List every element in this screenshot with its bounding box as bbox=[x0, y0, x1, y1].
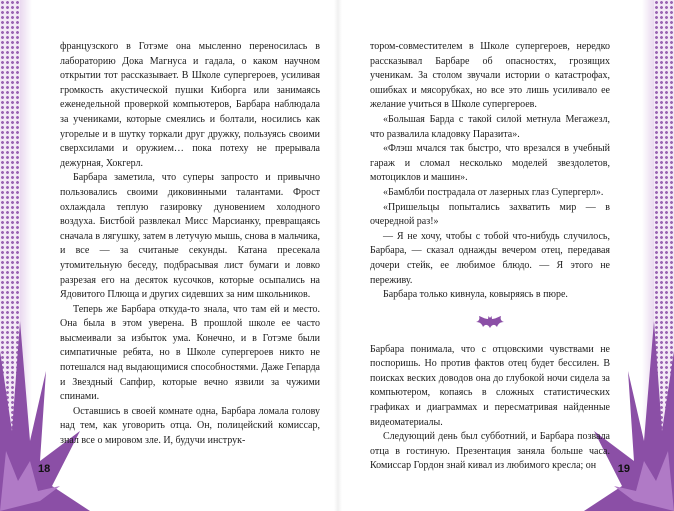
right-paragraph: «Пришельцы попытались захватить мир — в очередной раз!» bbox=[370, 201, 610, 228]
right-paragraph: Барбара только кивнула, ковыряясь в пюре. bbox=[383, 289, 568, 301]
right-paragraph: тором-совместителем в Школе супергероев, нередко рассказывал Барбаре об опасностях, грозящих ученикам. За столом звучали истории о катастрофах, ошибках и мясорубках, но все это лишь усиливало ее желание учиться в Школе супергероев. bbox=[370, 41, 610, 111]
left-paragraph: французского в Готэме она мысленно переносилась в лабораторию Дока Магнуса и гадала, о каком научном открытии тот рассказывает. В Школе супергероев, усиливая громкость акустической пушки Киборга или занимаясь еженедельной проверкой компьютеров, Барбара наблюдала за учениками, которые смеялись и болтали, носились как угорелые и в шутку торкали друг дружку, пользуясь своими сверхсилами и оружием… пока потеху не прерывала дежурная, Хокгерл. bbox=[60, 41, 320, 169]
right-paragraph: Барбара понимала, что с отцовскими чувствами не поспоришь. Но против фактов отец будет бессилен. В поисках веских доводов она до глубокой ночи сидела за компьютером, копаясь в сложных статистических графиках и диаграммах и пересматривая найденные видеоматериалы. bbox=[370, 343, 610, 428]
bat-icon bbox=[475, 315, 505, 329]
left-paragraph: Барбара заметила, что суперы запросто и привычно пользовались своими диковинными талантами. Фрост охлаждала теплую газировку дуновением холодного воздуха. Бистбой развлекал Мисс Марсианку, превращаясь сначала в лягушку, затем в летучую мышь, снова в мальчика, и все — за считаные секунды. Катана пресекала утомительную беседу, подбрасывая лист бумаги и ловко разрезая его на десяток кусочков, которые осыпались на Ядовитого Плюща и других сидевших за ним школьников. bbox=[60, 172, 320, 301]
left-page-text bbox=[60, 40, 320, 449]
left-paragraph: Оставшись в своей комнате одна, Барбара ломала голову над тем, как уговорить отца. Он, полицейский комиссар, знал все о мировом зле. И, будучи инструк- bbox=[60, 405, 320, 447]
right-paragraph: — Я не хочу, чтобы с тобой что-нибудь случилось, Барбара, — сказал однажды вечером отец, передавая дочери стейк, ее любимое блюдо. — Я этого не переживу. bbox=[370, 230, 610, 286]
page-number-left: 18 bbox=[38, 463, 51, 475]
book-gutter bbox=[334, 0, 342, 511]
right-paragraph: «Большая Барда с такой силой метнула Мегажезл, что развалила кладовку Паразита». bbox=[370, 113, 610, 140]
right-paragraph: «Флэш мчался так быстро, что врезался в учебный гараж и сломал несколько моделей звездолетов, мотоциклов и машин». bbox=[370, 143, 610, 184]
left-paragraph: Теперь же Барбара откуда-то знала, что там ей и место. Она была в этом уверена. В прошлой школе ее часто высмеивали за избыток ума. Конечно, и в Готэме были симпатичные ребята, но в Школе супергероев никто не потешался над выдающимися способностями. Даже Гепарда и Звездный Сапфир, которые вечно язвили за чужими спинами. bbox=[60, 303, 320, 403]
right-paragraph: Следующий день был субботний, и Барбара позвала отца в гостиную. Презентация заняла больше часа. Комиссар Гордон знай кивал из любимого кресла; он bbox=[370, 431, 610, 472]
right-page-text bbox=[370, 40, 610, 474]
right-paragraph: «Бамблби пострадала от лазерных глаз Супергерл». bbox=[383, 186, 604, 198]
page-number-right: 19 bbox=[617, 463, 630, 475]
